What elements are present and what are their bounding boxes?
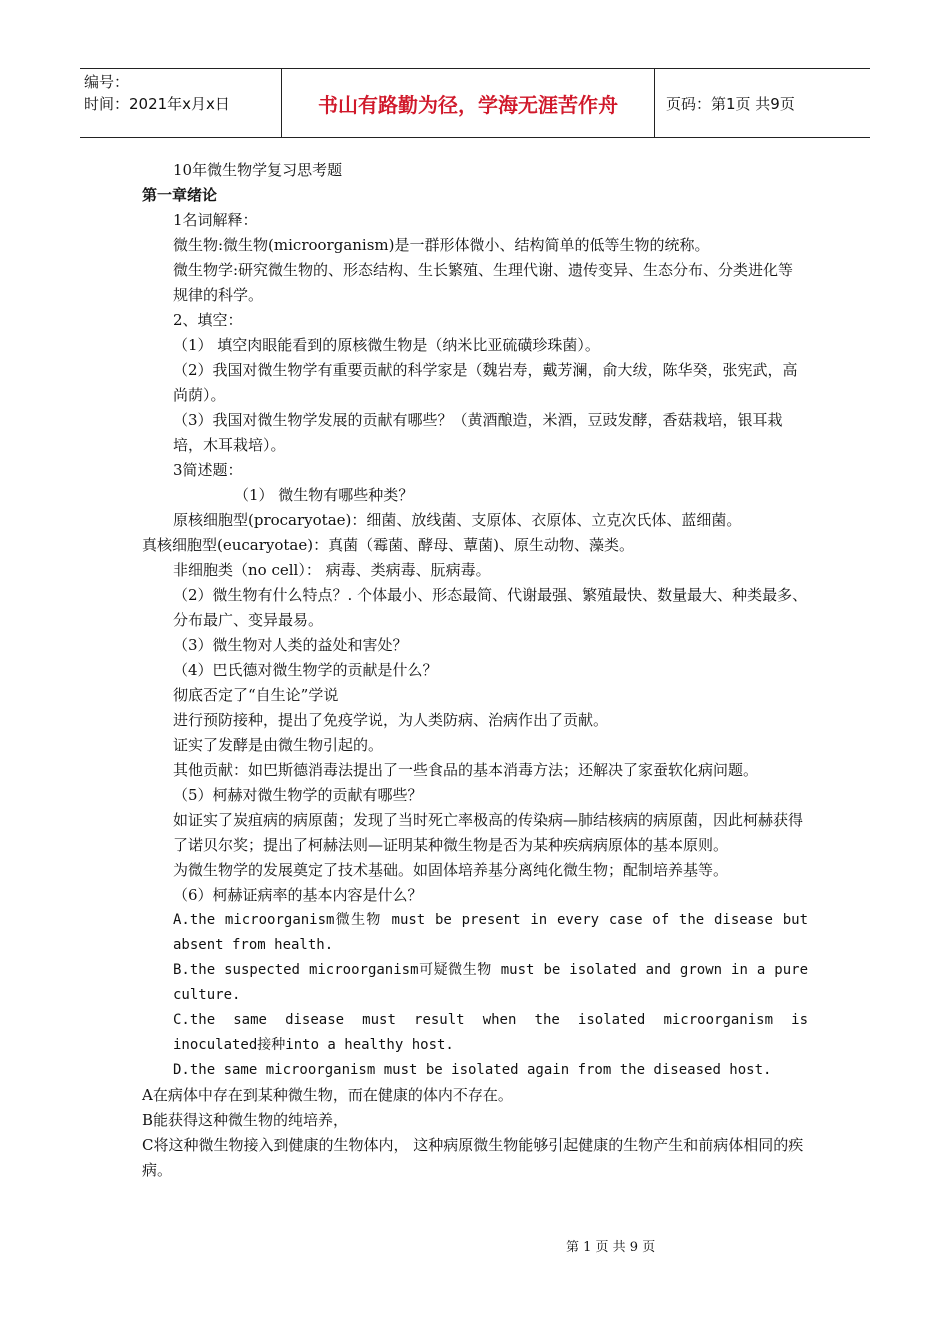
text-line: 真核细胞型(eucaryotae)：真菌（霉菌、酵母、蕈菌)、原生动物、藻类。	[142, 536, 634, 554]
header-page-label: 页码：第1页 共9页	[666, 95, 795, 113]
header-time: 时间：2021年x月x日	[84, 95, 230, 113]
page-footer: 第 1 页 共 9 页	[566, 1240, 656, 1255]
text-line: 微生物学:研究微生物的、形态结构、生长繁殖、生理代谢、遗传变异、生态分布、分类进化等规律的科学。	[173, 261, 794, 304]
text-line: 微生物:微生物(microorganism)是一群形体微小、结构简单的低等生物的统称。	[173, 236, 710, 254]
text-line: A.the microorganism微生物 must be present in every case of the disease but absent from health.	[173, 912, 808, 953]
document-title: 10年微生物学复习思考题	[173, 161, 343, 179]
chapter-heading: 第一章绪论	[142, 186, 218, 204]
text-line: （6）柯赫证病率的基本内容是什么？	[173, 886, 423, 904]
page-header	[80, 68, 870, 138]
text-line: （1） 微生物有哪些种类？	[234, 486, 414, 504]
text-line: 3简述题：	[173, 461, 243, 479]
text-line: C将这种微生物接入到健康的生物体内， 这种病原微生物能够引起健康的生物产生和前病体相同的疾病。	[142, 1136, 804, 1179]
header-motto: 书山有路勤为径，学海无涯苦作舟	[281, 69, 655, 137]
text-line: 其他贡献：如巴斯德消毒法提出了一些食品的基本消毒方法；还解决了家蚕软化病问题。	[173, 761, 759, 779]
text-line: C.the same disease must result when the isolated microorganism is inoculated接种into a healthy host.	[173, 1012, 808, 1053]
text-line: 1名词解释：	[173, 211, 258, 229]
text-line: （1） 填空肉眼能看到的原核微生物是（纳米比亚硫磺珍珠菌）。	[173, 336, 600, 354]
text-line: A在病体中存在到某种微生物，而在健康的体内不存在。	[142, 1086, 513, 1104]
document-body	[142, 158, 808, 1183]
text-line: （3）我国对微生物学发展的贡献有哪些？（黄酒酿造，米酒，豆豉发酵，香菇栽培，银耳栽培，木耳栽培）。	[173, 411, 783, 454]
text-line: （5）柯赫对微生物学的贡献有哪些？	[173, 786, 423, 804]
text-line: 进行预防接种，提出了免疫学说，为人类防病、治病作出了贡献。	[173, 711, 609, 729]
text-line: D.the same microorganism must be isolated again from the diseased host.	[173, 1062, 772, 1078]
text-line: （2）微生物有什么特点？. 个体最小、形态最简、代谢最强、繁殖最快、数量最大、种类最多、分布最广、变异最易。	[173, 586, 808, 629]
text-line: B能获得这种微生物的纯培养，	[142, 1111, 349, 1129]
text-line: 2、填空：	[173, 311, 243, 329]
text-line: （4）巴氏德对微生物学的贡献是什么？	[173, 661, 438, 679]
text-line: （3）微生物对人类的益处和害处？	[173, 636, 408, 654]
header-meta	[84, 71, 280, 135]
document-lines	[142, 208, 808, 1183]
text-line: 如证实了炭疽病的病原菌；发现了当时死亡率极高的传染病—肺结核病的病原菌，因此柯赫获得了诺贝尔奖；提出了柯赫法则—证明某种微生物是否为某种疾病病原体的基本原则。	[173, 811, 804, 854]
text-line: B.the suspected microorganism可疑微生物 must be isolated and grown in a pure culture.	[173, 962, 808, 1003]
text-line: 为微生物学的发展奠定了技术基础。如固体培养基分离纯化微生物；配制培养基等。	[173, 861, 729, 879]
text-line: （2）我国对微生物学有重要贡献的科学家是（魏岩寿，戴芳澜，俞大绂，陈华癸，张宪武，高尚荫）。	[173, 361, 798, 404]
header-number: 编号：	[84, 73, 130, 91]
text-line: 彻底否定了“自生论”学说	[173, 686, 339, 704]
text-line: 证实了发酵是由微生物引起的。	[173, 736, 384, 754]
text-line: 原核细胞型(procaryotae)：细菌、放线菌、支原体、衣原体、立克次氏体、蓝细菌。	[173, 511, 742, 529]
text-line: 非细胞类（no cell）： 病毒、类病毒、朊病毒。	[173, 561, 491, 579]
